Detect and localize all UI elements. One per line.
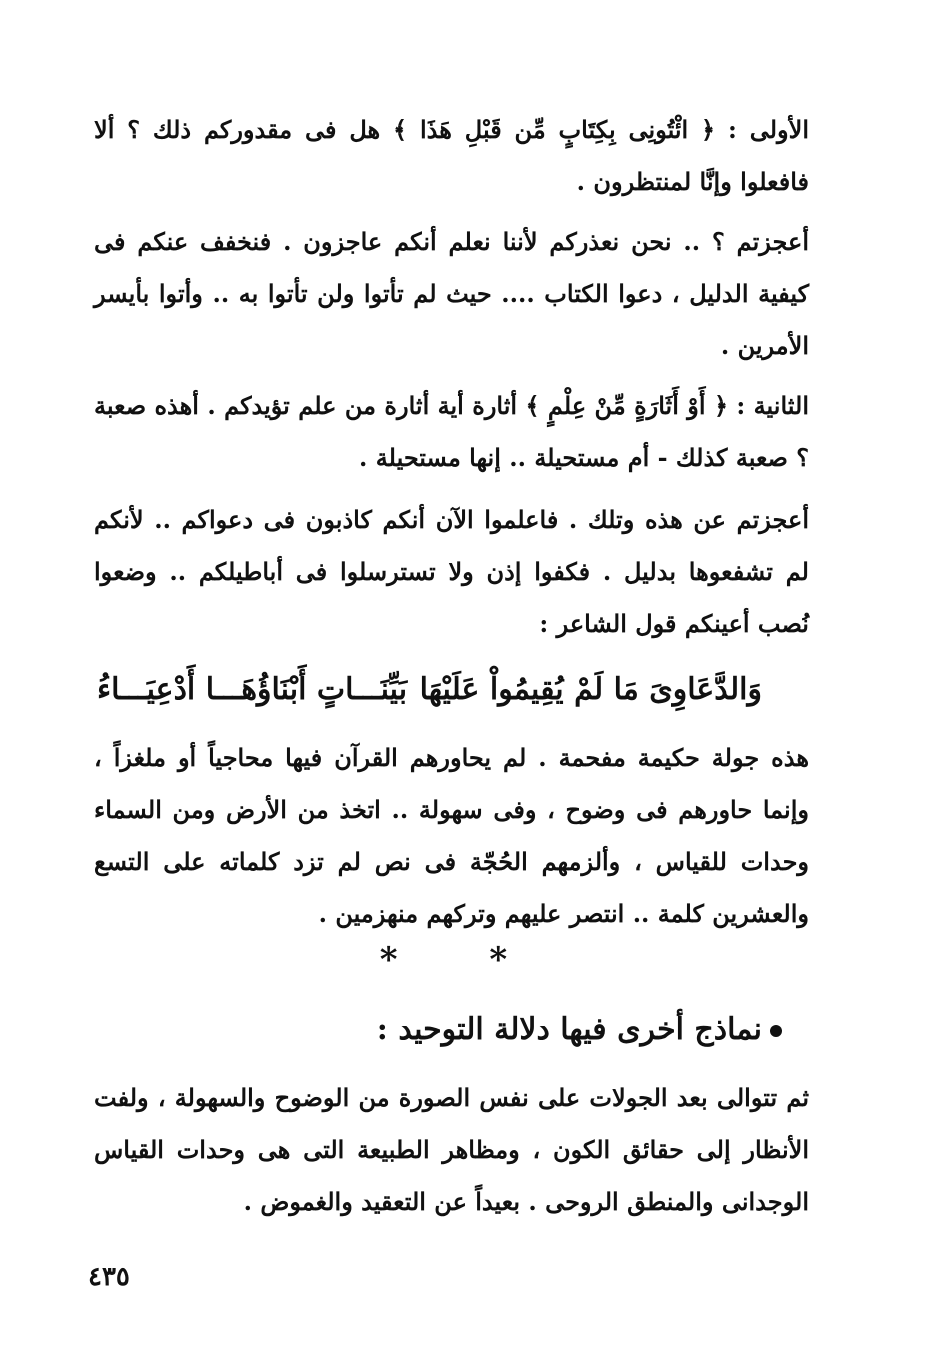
paragraph-second-challenge: الثانية : ﴿ أَوْ أَثَارَةٍ مِّنْ عِلْمٍ ﴾ أثارة أية أثارة من علم تؤيدكم . أهذه صعبة ؟ صعبة كذلك - أم مستحيلة .. إنها مستحيلة . [94,391,809,472]
page-number: ٤٣٥ [88,1262,130,1292]
section-heading [182,1004,782,1056]
paragraph-ease-of-proof: أعجزتم ؟ .. نحن نعذركم لأننا نعلم أنكم عاجزون . فنخفف عنكم فى كيفية الدليل ، دعوا الكتاب .... حيث لم تأتوا ولن تأتوا به .. وأتوا بأيسر الأمرين . [94,227,809,360]
poetry-verse [97,664,762,716]
paragraph-first-challenge: الأولى : ﴿ ائْتُونِى بِكِتَابٍ مِّن قَبْلِ هَذَا ﴾ هل فى مقدوركم ذلك ؟ ألا فافعلوا وإنَّا لمنتظرون . [94,115,809,196]
paragraph-following-rounds: ثم تتوالى بعد الجولات على نفس الصورة من الوضوح والسهولة ، ولفت الأنظار إلى حقائق الكون ، ومظاهر الطبيعة التى هى وحدات القياس الوجدانى والمنطق الروحى . بعيداً عن التعقيد والغموض . [94,1083,809,1216]
verse-second-hemistich: بَيِّنَـــاتٍ أَبْنَاؤُهَـــا أَدْعِيَـــاءُ [97,672,408,707]
section-separator: * * [379,940,548,980]
bullet-icon [770,1025,782,1037]
paragraph-wise-round: هذه جولة حكيمة مفحمة . لم يحاورهم القرآن فيها محاجياً أو ملغزاً ، وإنما حاورهم فى وضوح ، وفى سهولة .. اتخذ من الأرض ومن السماء وحدات للقياس ، وألزمهم الحُجّة فى نص لم تزد كلماته على التسع والعشرين كلمة .. انتصر عليهم وتركهم منهزمين . [94,743,809,928]
section-heading-text: نماذج أخرى فيها دلالة التوحيد : [376,1012,762,1047]
paragraph-poet-intro: أعجزتم عن هذه وتلك . فاعلموا الآن أنكم كاذبون فى دعواكم .. لأنكم لم تشفعوها بدليل . فكفوا إذن ولا تسترسلوا فى أباطيلكم .. وضعوا نُصب أعينكم قول الشاعر : [94,505,809,638]
verse-first-hemistich: وَالدَّعَاوِىَ مَا لَمْ يُقِيمُواْ عَلَيْهَا [419,672,762,707]
